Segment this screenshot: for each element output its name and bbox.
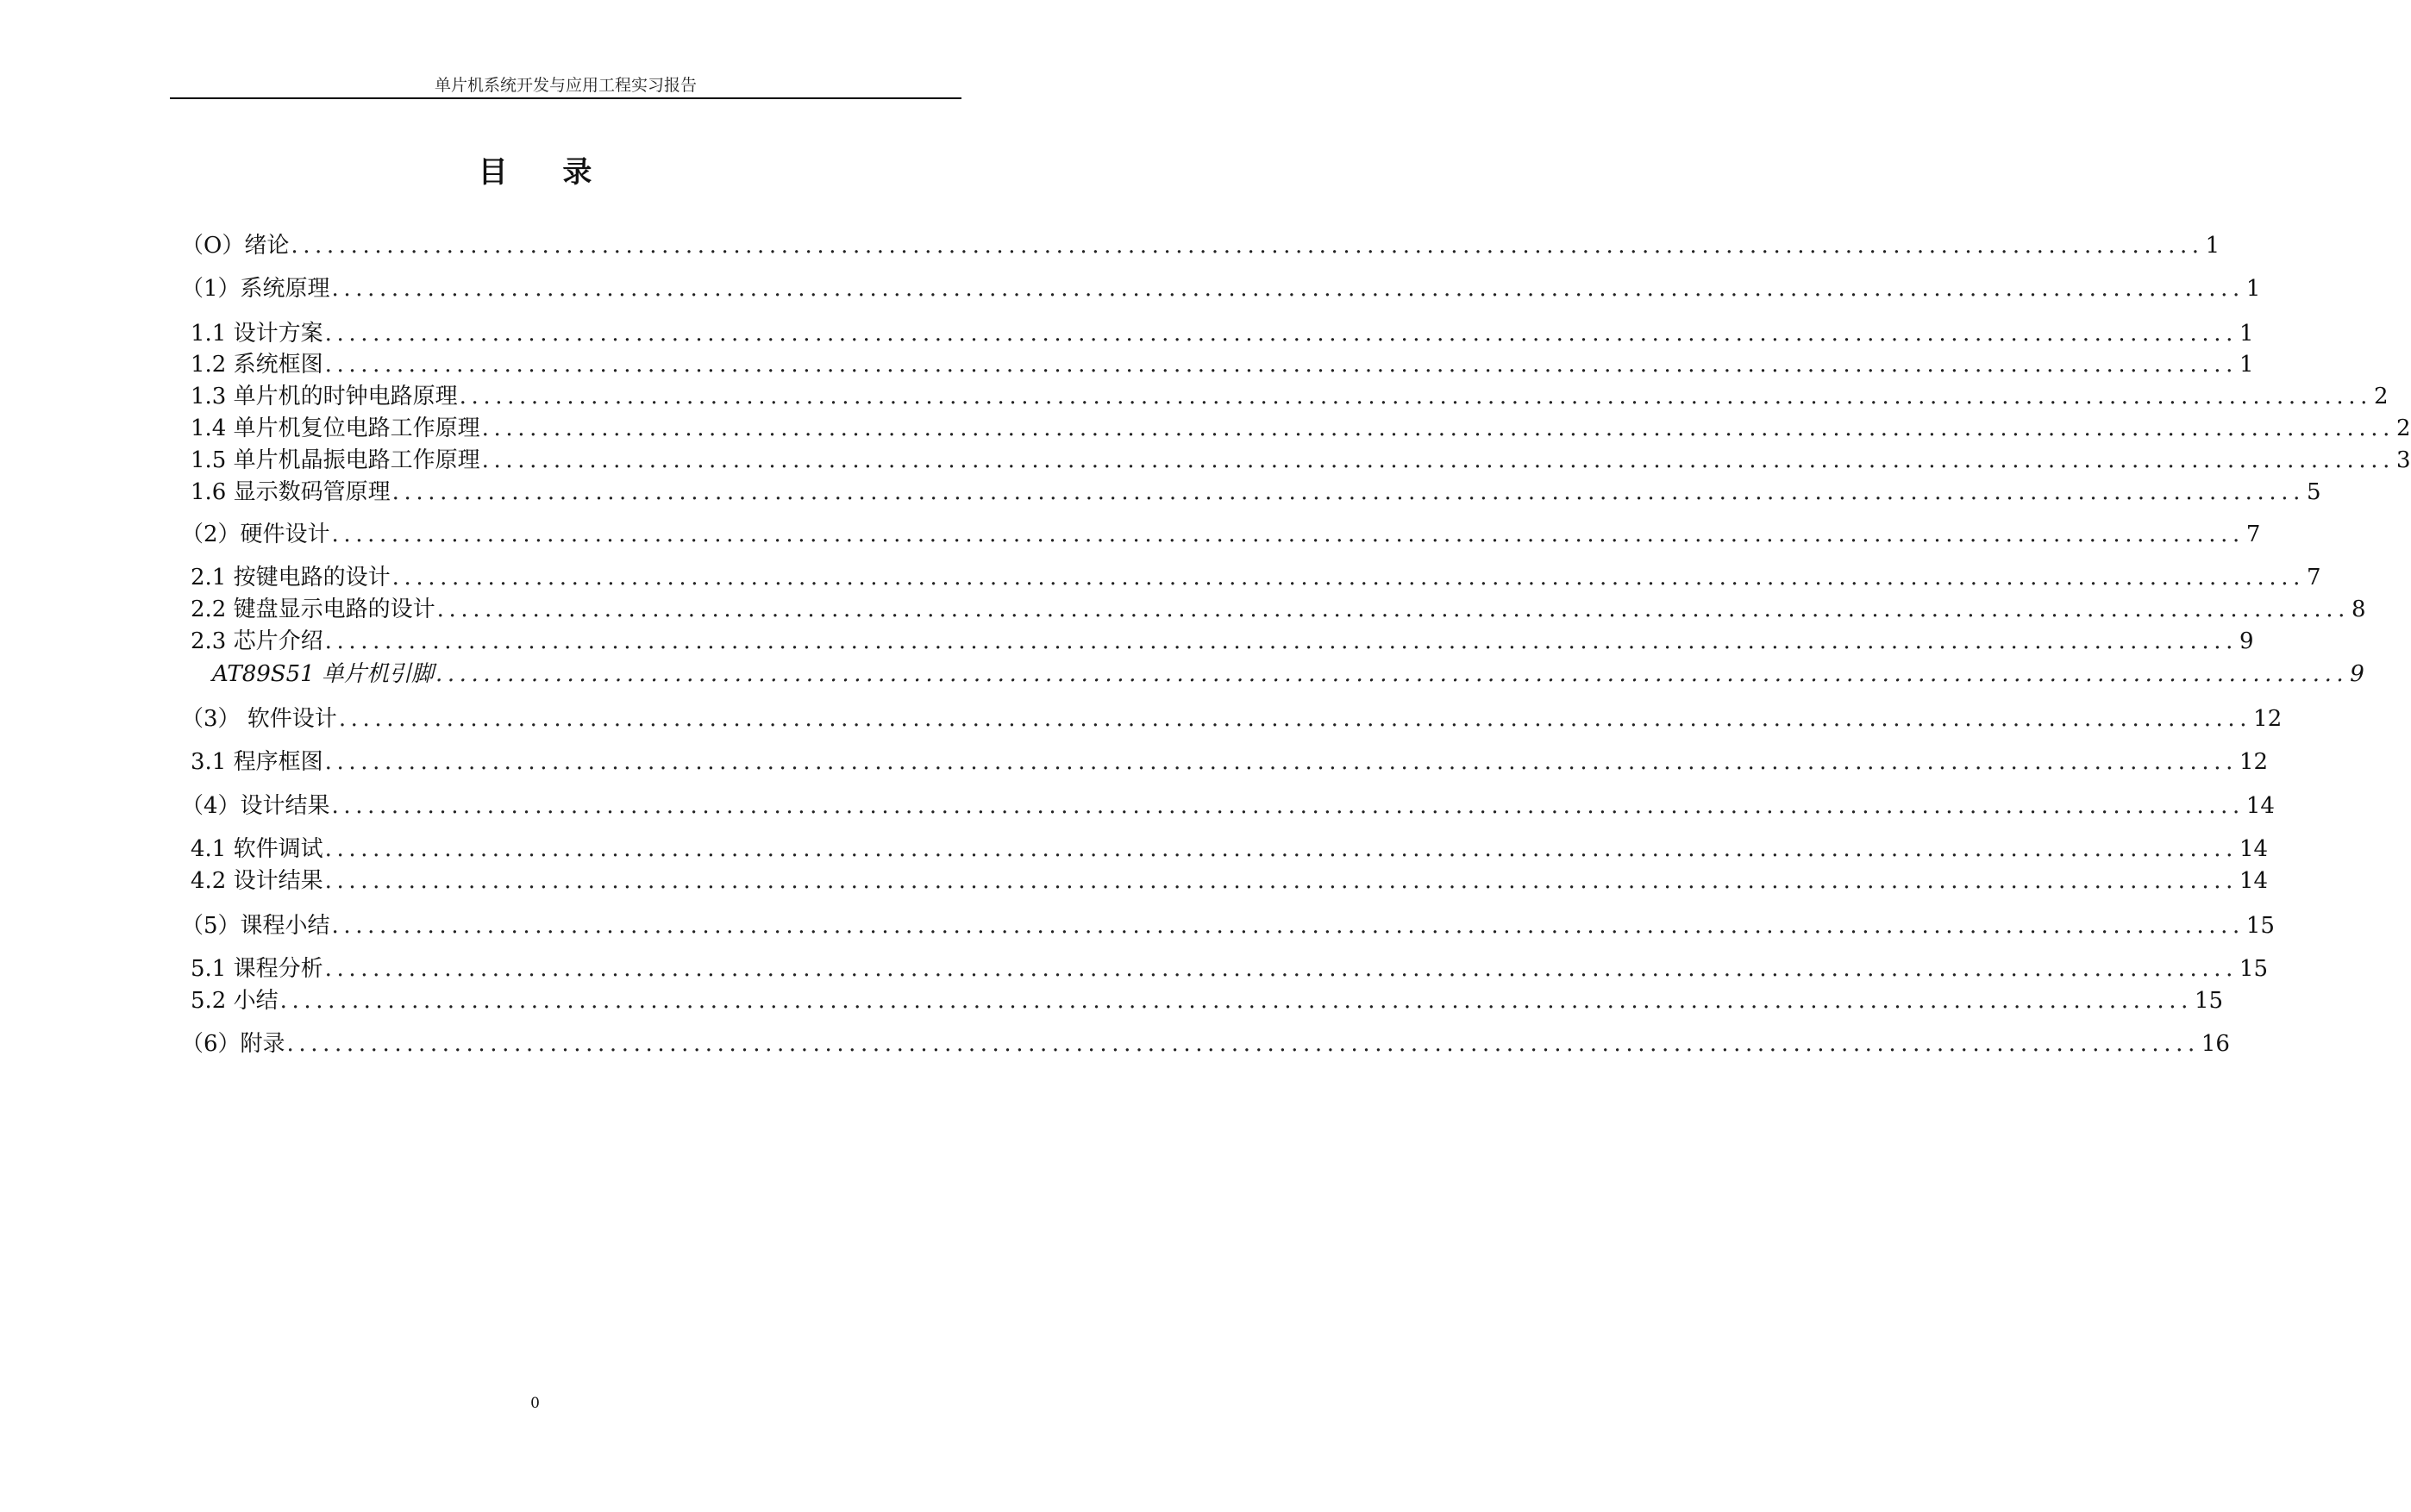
toc-entry-label: 1.2 系统框图 xyxy=(191,352,323,378)
toc-entry-page: 15 xyxy=(2245,913,2275,939)
toc-entry[interactable] xyxy=(191,595,2366,624)
toc-leader-dots: ................................................................................................................................................................ xyxy=(481,447,2395,473)
toc-entry-label: （2）硬件设计 xyxy=(181,522,330,547)
toc-entry-label: 1.6 显示数码管原理 xyxy=(191,479,391,505)
toc-leader-dots: ................................................................................................................................................................ xyxy=(324,836,2238,862)
toc-entry-label: 4.2 设计结果 xyxy=(191,868,323,894)
toc-leader-dots: ................................................................................................................................................................ xyxy=(338,706,2252,732)
toc-leader-dots: ................................................................................................................................................................ xyxy=(291,233,2204,259)
toc-entry[interactable] xyxy=(191,319,2254,348)
page-title: 目 录 xyxy=(478,155,615,190)
toc-leader-dots: ................................................................................................................................................................ xyxy=(286,1031,2200,1057)
toc-entry[interactable] xyxy=(181,274,2261,303)
toc-entry-label: （1）系统原理 xyxy=(181,276,330,302)
toc-entry-page: 7 xyxy=(2245,522,2261,547)
toc-entry-page: 15 xyxy=(2194,988,2224,1014)
toc-entry[interactable] xyxy=(181,520,2261,549)
toc-entry-page: 1 xyxy=(2239,321,2254,347)
toc-leader-dots: ................................................................................................................................................................ xyxy=(324,749,2238,775)
toc-entry-label: 2.1 按键电路的设计 xyxy=(191,565,391,590)
toc-entry-label: 5.1 课程分析 xyxy=(191,956,323,982)
toc-entry[interactable] xyxy=(191,834,2269,864)
toc-entry[interactable] xyxy=(212,659,2364,689)
toc-entry-label: （3） 软件设计 xyxy=(181,706,337,732)
toc-leader-dots: ................................................................................................................................................................ xyxy=(279,988,2193,1014)
toc-leader-dots: ................................................................................................................................................................ xyxy=(331,793,2245,819)
toc-leader-dots: ................................................................................................................................................................ xyxy=(324,321,2238,347)
toc-entry[interactable] xyxy=(191,446,2411,475)
toc-leader-dots: ................................................................................................................................................................ xyxy=(324,956,2238,982)
toc-entry[interactable] xyxy=(181,791,2275,821)
toc-leader-dots: ................................................................................................................................................................ xyxy=(324,628,2238,654)
toc-entry-page: 12 xyxy=(2253,706,2283,732)
toc-entry-label: 2.2 键盘显示电路的设计 xyxy=(191,597,435,622)
toc-entry-page: 2 xyxy=(2395,415,2411,441)
toc-entry[interactable] xyxy=(191,954,2269,984)
toc-leader-dots: ................................................................................................................................................................ xyxy=(481,415,2395,441)
toc-entry-label: （5）课程小结 xyxy=(181,913,330,939)
toc-entry-page: 12 xyxy=(2239,749,2269,775)
toc-entry-label: AT89S51 单片机引脚 xyxy=(212,661,434,687)
toc-leader-dots: ................................................................................................................................................................ xyxy=(459,384,2372,409)
toc-entry[interactable] xyxy=(191,414,2411,443)
toc-entry[interactable] xyxy=(181,704,2283,734)
toc-entry-page: 14 xyxy=(2239,868,2269,894)
toc-entry[interactable] xyxy=(181,1029,2230,1059)
toc-entry[interactable] xyxy=(181,231,2220,260)
running-header: 单片机系统开发与应用工程实习报告 xyxy=(434,76,697,95)
toc-entry-label: 2.3 芯片介绍 xyxy=(191,628,323,654)
toc-entry-page: 5 xyxy=(2306,479,2321,505)
toc-entry-label: 1.4 单片机复位电路工作原理 xyxy=(191,415,480,441)
toc-entry-page: 14 xyxy=(2239,836,2269,862)
toc-entry-label: 1.5 单片机晶振电路工作原理 xyxy=(191,447,480,473)
toc-leader-dots: ................................................................................................................................................................ xyxy=(331,522,2245,547)
toc-entry-page: 8 xyxy=(2351,597,2366,622)
toc-leader-dots: ................................................................................................................................................................ xyxy=(391,479,2305,505)
toc-leader-dots: ................................................................................................................................................................ xyxy=(324,868,2238,894)
toc-entry-label: 1.3 单片机的时钟电路原理 xyxy=(191,384,458,409)
toc-entry[interactable] xyxy=(191,747,2269,777)
toc-entry-page: 1 xyxy=(2205,233,2220,259)
toc-entry[interactable] xyxy=(191,478,2321,507)
toc-entry-page: 15 xyxy=(2239,956,2269,982)
toc-entry-label: （4）设计结果 xyxy=(181,793,330,819)
toc-entry-label: 3.1 程序框图 xyxy=(191,749,323,775)
toc-entry-label: 4.1 软件调试 xyxy=(191,836,323,862)
toc-entry-page: 9 xyxy=(2239,628,2254,654)
toc-entry-label: 5.2 小结 xyxy=(191,988,279,1014)
toc-entry[interactable] xyxy=(191,350,2254,379)
toc-leader-dots: ................................................................................................................................................................ xyxy=(391,565,2305,590)
toc-entry[interactable] xyxy=(191,563,2321,592)
page-number: 0 xyxy=(530,1395,540,1412)
toc-entry-page: 3 xyxy=(2395,447,2411,473)
toc-entry-page: 16 xyxy=(2201,1031,2230,1057)
toc-leader-dots: ................................................................................................................................................................ xyxy=(331,276,2245,302)
toc-entry-page: 1 xyxy=(2245,276,2261,302)
toc-entry[interactable] xyxy=(181,911,2275,940)
toc-entry-label: （6）附录 xyxy=(181,1031,285,1057)
toc-leader-dots: ................................................................................................................................................................ xyxy=(435,661,2349,687)
toc-entry-page: 2 xyxy=(2373,384,2389,409)
toc-entry-label: （O）绪论 xyxy=(181,233,290,259)
toc-entry-page: 14 xyxy=(2245,793,2275,819)
toc-entry[interactable] xyxy=(191,866,2269,896)
toc-leader-dots: ................................................................................................................................................................ xyxy=(331,913,2245,939)
toc-entry-page: 1 xyxy=(2239,352,2254,378)
toc-entry[interactable] xyxy=(191,627,2254,656)
toc-entry-page: 7 xyxy=(2306,565,2321,590)
toc-leader-dots: ................................................................................................................................................................ xyxy=(436,597,2350,622)
toc-entry[interactable] xyxy=(191,382,2389,411)
toc-entry-label: 1.1 设计方案 xyxy=(191,321,323,347)
toc-entry-page: 9 xyxy=(2350,661,2364,687)
toc-leader-dots: ................................................................................................................................................................ xyxy=(324,352,2238,378)
toc-entry[interactable] xyxy=(191,986,2224,1015)
